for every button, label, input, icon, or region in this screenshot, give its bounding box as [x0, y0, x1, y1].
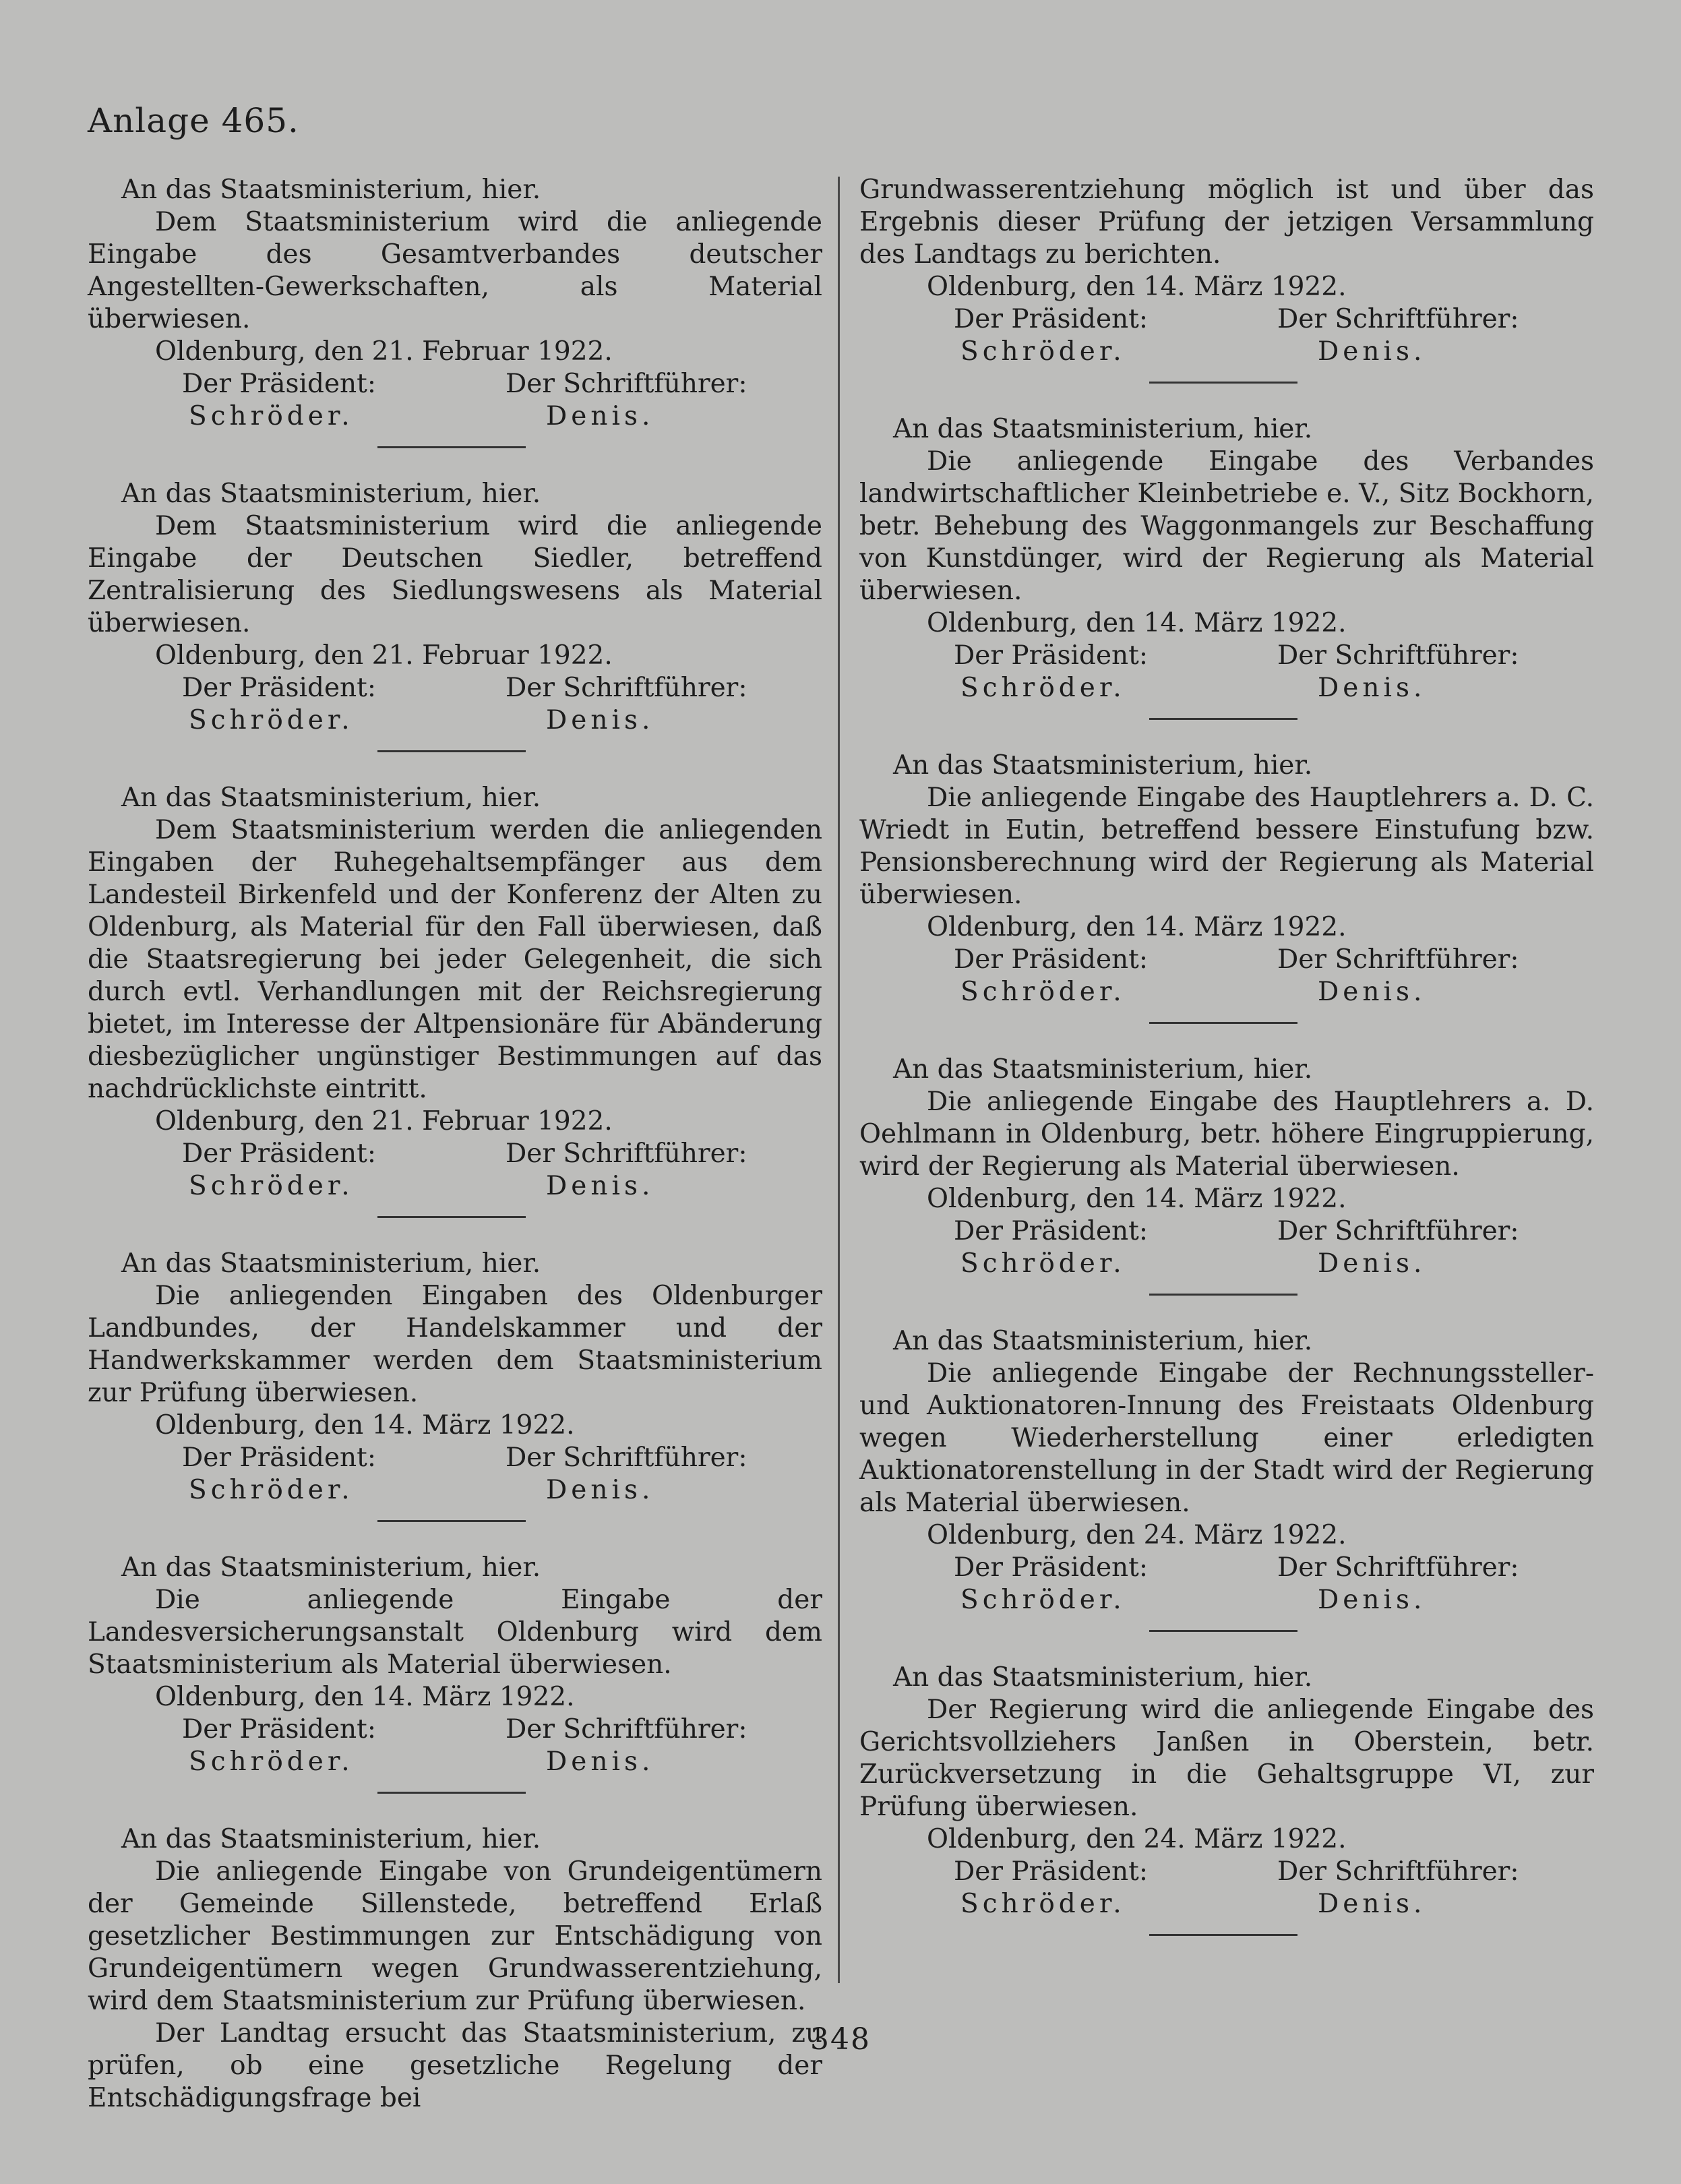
entry-date: Oldenburg, den 24. März 1922.	[927, 1520, 1347, 1550]
entry-address: An das Staatsministerium, hier.	[121, 783, 541, 813]
entry-separator	[377, 1216, 526, 1218]
president-title: Der Präsident:	[954, 304, 1148, 334]
president-name: Schröder.	[960, 1248, 1126, 1279]
president-title: Der Präsident:	[182, 673, 376, 703]
entry-separator	[1149, 718, 1297, 720]
president-name: Schröder.	[189, 401, 354, 431]
signature-titles	[859, 640, 1594, 672]
entry-date: Oldenburg, den 14. März 1922.	[155, 1410, 575, 1440]
left-column	[88, 174, 822, 2115]
entry-date: Oldenburg, den 14. März 1922.	[155, 1682, 575, 1712]
entry-text: Grundwasserentziehung möglich ist und über das Ergebnis dieser Prüfung der jetzigen Versammlung des Landtags zu berichten.	[859, 175, 1594, 270]
secretary-name: Denis.	[1318, 673, 1426, 703]
entry-address: An das Staatsministerium, hier.	[121, 1824, 541, 1854]
entry	[859, 174, 1594, 384]
entry-text: Der Regierung wird die anliegende Eingabe des Gerichtsvollziehers Janßen in Oberstein, betr. Zurückversetzung in die Gehaltsgruppe VI, zur Prüfung überwiesen.	[859, 1695, 1594, 1822]
entry-date: Oldenburg, den 21. Februar 1922.	[155, 640, 613, 671]
secretary-name: Denis.	[1318, 336, 1426, 367]
entry-address: An das Staatsministerium, hier.	[121, 1552, 541, 1583]
secretary-name: Denis.	[546, 401, 654, 431]
entry-text: Die anliegende Eingabe des Hauptlehrers a. D. C. Wriedt in Eutin, betreffend bessere Einstufung bzw. Pensionsberechnung wird der Regierung als Material überwiesen.	[859, 783, 1594, 910]
president-title: Der Präsident:	[954, 1216, 1148, 1246]
entry-address: An das Staatsministerium, hier.	[121, 175, 541, 205]
secretary-name: Denis.	[546, 1171, 654, 1201]
secretary-title: Der Schriftführer:	[1277, 304, 1519, 334]
president-name: Schröder.	[189, 1171, 354, 1201]
entry-text: Dem Staatsministerium wird die anliegende Eingabe der Deutschen Siedler, betreffend Zentralisierung des Siedlungswesens als Material überwiesen.	[88, 511, 822, 638]
secretary-title: Der Schriftführer:	[1277, 944, 1519, 975]
entry-separator	[377, 446, 526, 448]
president-name: Schröder.	[189, 1475, 354, 1505]
entry	[88, 478, 822, 752]
signature-names	[88, 1170, 822, 1203]
president-name: Schröder.	[960, 1585, 1126, 1615]
signature-names	[88, 704, 822, 737]
secretary-name: Denis.	[546, 705, 654, 735]
entry-address: An das Staatsministerium, hier.	[893, 750, 1313, 781]
secretary-name: Denis.	[1318, 1889, 1426, 1919]
entry-date: Oldenburg, den 14. März 1922.	[927, 608, 1347, 638]
signature-names	[859, 672, 1594, 704]
entry	[859, 1325, 1594, 1632]
entry-text: Der Landtag ersucht das Staatsministerium, zu prüfen, ob eine gesetzliche Regelung der Entschädigungsfrage bei	[88, 2018, 822, 2113]
secretary-title: Der Schriftführer:	[506, 1139, 747, 1169]
secretary-name: Denis.	[546, 1747, 654, 1777]
president-name: Schröder.	[189, 705, 354, 735]
signature-names	[859, 1888, 1594, 1920]
entry-separator	[377, 1792, 526, 1794]
signature-names	[88, 1474, 822, 1507]
entry-address: An das Staatsministerium, hier.	[121, 479, 541, 509]
secretary-name: Denis.	[1318, 977, 1426, 1007]
entry-address: An das Staatsministerium, hier.	[893, 1326, 1313, 1356]
president-title: Der Präsident:	[182, 369, 376, 399]
signature-names	[88, 1746, 822, 1778]
president-name: Schröder.	[960, 1889, 1126, 1919]
signature-titles	[859, 1215, 1594, 1248]
entry-address: An das Staatsministerium, hier.	[893, 1054, 1313, 1085]
president-name: Schröder.	[960, 977, 1126, 1007]
president-title: Der Präsident:	[954, 1856, 1148, 1887]
entry-separator	[377, 1520, 526, 1522]
signature-titles	[88, 1138, 822, 1170]
secretary-title: Der Schriftführer:	[1277, 640, 1519, 671]
secretary-title: Der Schriftführer:	[506, 369, 747, 399]
entry-separator	[1149, 1022, 1297, 1024]
entry	[88, 174, 822, 448]
entry-text: Die anliegende Eingabe der Rechnungssteller- und Auktionatoren-Innung des Freistaats Oldenburg wegen Wiederherstellung einer erledigten Auktionatorenstellung in der Stadt wird der Regierung als Material überwiesen.	[859, 1358, 1594, 1518]
entry-separator	[1149, 382, 1297, 384]
page-title: Anlage 465.	[88, 101, 299, 140]
entry-text: Die anliegenden Eingaben des Oldenburger Landbundes, der Handelskammer und der Handwerkskammer werden dem Staatsministerium zur Prüfung überwiesen.	[88, 1281, 822, 1408]
entry	[859, 413, 1594, 720]
entry	[859, 1662, 1594, 1936]
president-name: Schröder.	[960, 673, 1126, 703]
signature-titles	[88, 368, 822, 400]
signature-titles	[859, 944, 1594, 976]
entry-address: An das Staatsministerium, hier.	[121, 1248, 541, 1279]
signature-titles	[88, 1442, 822, 1474]
entry-date: Oldenburg, den 14. März 1922.	[927, 272, 1347, 302]
signature-names	[88, 400, 822, 433]
secretary-name: Denis.	[546, 1475, 654, 1505]
president-title: Der Präsident:	[182, 1714, 376, 1745]
entry-separator	[1149, 1934, 1297, 1936]
secretary-title: Der Schriftführer:	[506, 673, 747, 703]
entry-date: Oldenburg, den 14. März 1922.	[927, 912, 1347, 942]
signature-names	[859, 1248, 1594, 1280]
entry-separator	[1149, 1630, 1297, 1632]
right-column	[859, 174, 1594, 1966]
entry	[88, 782, 822, 1218]
secretary-title: Der Schriftführer:	[506, 1443, 747, 1473]
entry-text: Die anliegende Eingabe des Hauptlehrers a. D. Oehlmann in Oldenburg, betr. höhere Eingruppierung, wird der Regierung als Material überwiesen.	[859, 1087, 1594, 1182]
entry-address: An das Staatsministerium, hier.	[893, 414, 1313, 444]
president-title: Der Präsident:	[954, 944, 1148, 975]
secretary-title: Der Schriftführer:	[1277, 1216, 1519, 1246]
entry-text: Die anliegende Eingabe der Landesversicherungsanstalt Oldenburg wird dem Staatsministerium als Material überwiesen.	[88, 1585, 822, 1680]
secretary-name: Denis.	[1318, 1585, 1426, 1615]
president-name: Schröder.	[960, 336, 1126, 367]
secretary-title: Der Schriftführer:	[1277, 1552, 1519, 1583]
column-divider	[838, 177, 840, 1983]
entry-date: Oldenburg, den 21. Februar 1922.	[155, 336, 613, 367]
page-number: 348	[810, 2022, 871, 2057]
secretary-title: Der Schriftführer:	[506, 1714, 747, 1745]
president-title: Der Präsident:	[182, 1443, 376, 1473]
entry-separator	[377, 750, 526, 752]
entry	[88, 1552, 822, 1794]
president-title: Der Präsident:	[954, 640, 1148, 671]
entry-separator	[1149, 1294, 1297, 1296]
signature-titles	[859, 1552, 1594, 1584]
secretary-title: Der Schriftführer:	[1277, 1856, 1519, 1887]
signature-titles	[859, 1856, 1594, 1888]
signature-names	[859, 336, 1594, 368]
entry-text: Die anliegende Eingabe von Grundeigentümern der Gemeinde Sillenstede, betreffend Erlaß gesetzlicher Bestimmungen zur Entschädigung von Grundeigentümern wegen Grundwasserentziehung, wird dem Staatsministerium zur Prüfung überwiesen.	[88, 1856, 822, 2016]
signature-names	[859, 976, 1594, 1008]
entry-text: Dem Staatsministerium werden die anliegenden Eingaben der Ruhegehaltsempfänger aus dem Landesteil Birkenfeld und der Konferenz der Alten zu Oldenburg, als Material für den Fall überwiesen, daß die Staatsregierung bei jeder Gelegenheit, die sich durch evtl. Verhandlungen mit der Reichsregierung bietet, im Interesse der Altpensionäre für Abänderung diesbezüglicher ungünstiger Bestimmungen auf das nachdrücklichste eintritt.	[88, 815, 822, 1104]
entry	[859, 750, 1594, 1024]
entry	[88, 1823, 822, 2115]
president-title: Der Präsident:	[182, 1139, 376, 1169]
signature-titles	[859, 303, 1594, 336]
secretary-name: Denis.	[1318, 1248, 1426, 1279]
entry	[859, 1054, 1594, 1296]
president-title: Der Präsident:	[954, 1552, 1148, 1583]
signature-titles	[88, 672, 822, 704]
signature-names	[859, 1584, 1594, 1616]
signature-titles	[88, 1713, 822, 1746]
entry-date: Oldenburg, den 21. Februar 1922.	[155, 1106, 613, 1136]
entry-address: An das Staatsministerium, hier.	[893, 1662, 1313, 1693]
entry-date: Oldenburg, den 24. März 1922.	[927, 1824, 1347, 1854]
entry-text: Die anliegende Eingabe des Verbandes landwirtschaftlicher Kleinbetriebe e. V., Sitz Bockhorn, betr. Behebung des Waggonmangels zur Beschaffung von Kunstdünger, wird der Regierung als Material überwiesen.	[859, 446, 1594, 606]
entry-date: Oldenburg, den 14. März 1922.	[927, 1184, 1347, 1214]
entry	[88, 1248, 822, 1522]
entry-text: Dem Staatsministerium wird die anliegende Eingabe des Gesamtverbandes deutscher Angestellten-Gewerkschaften, als Material überwiesen.	[88, 207, 822, 334]
president-name: Schröder.	[189, 1747, 354, 1777]
